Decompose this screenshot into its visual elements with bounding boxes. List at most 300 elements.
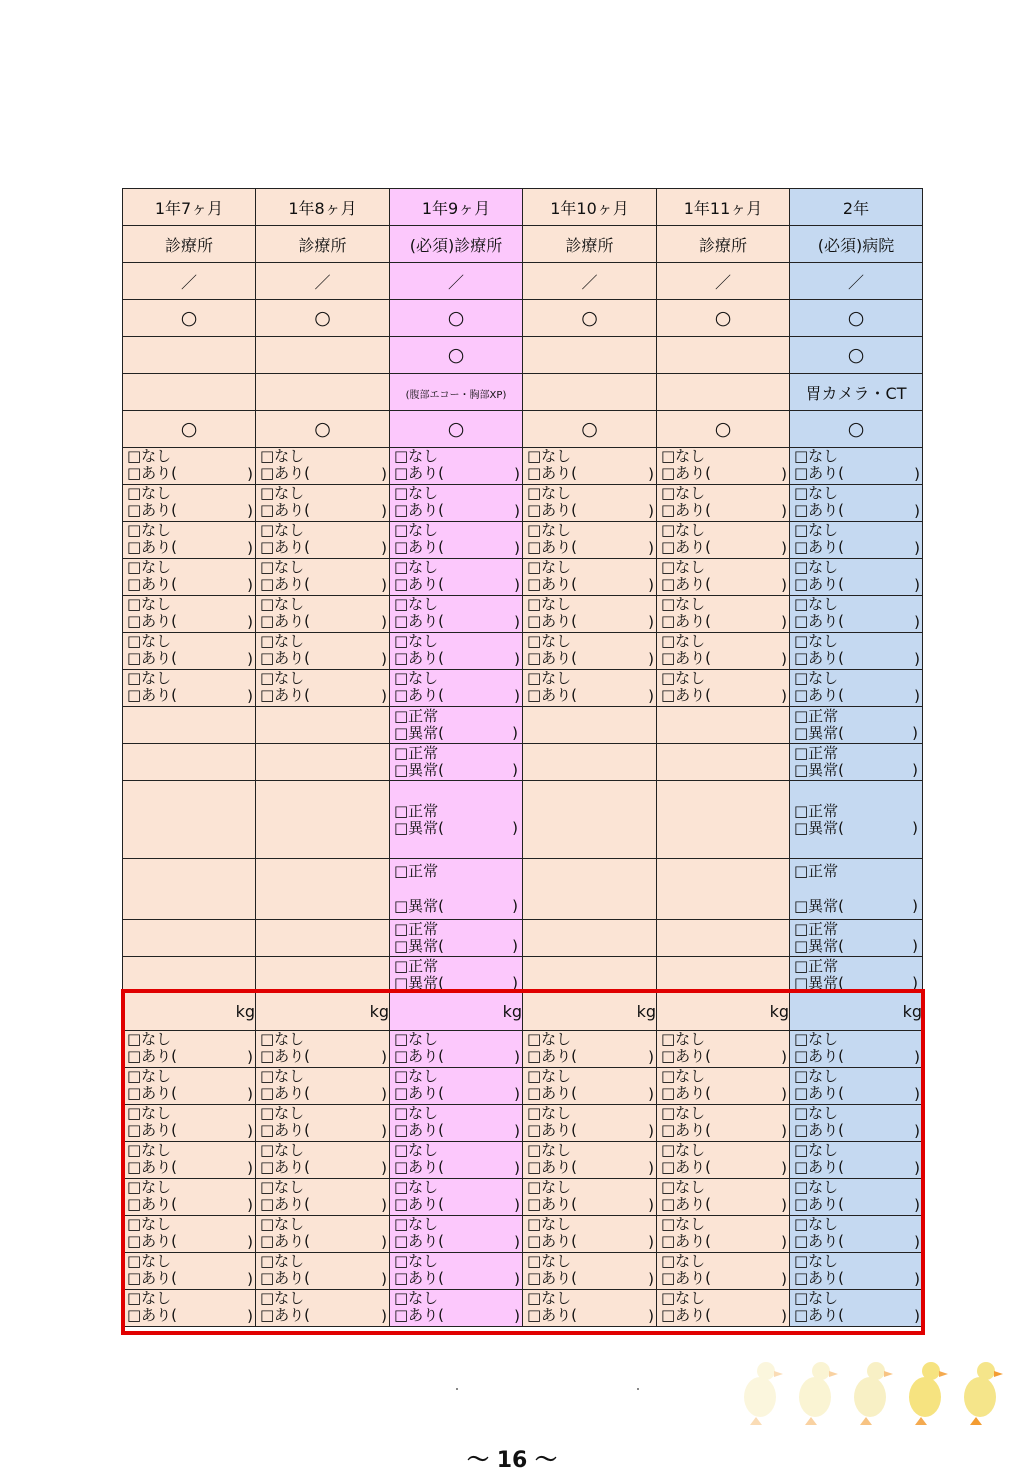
option-none[interactable]: □なし	[394, 1178, 439, 1196]
option-group	[790, 670, 922, 706]
option-none[interactable]: □なし	[394, 669, 439, 687]
option-none[interactable]: □なし	[394, 1067, 439, 1085]
option-abnormal[interactable]	[390, 898, 522, 915]
option-normal[interactable]: □正常	[794, 920, 839, 938]
option-abnormal-label: □異常(	[794, 937, 845, 955]
option-none[interactable]: □なし	[661, 1104, 706, 1122]
option-some[interactable]	[123, 576, 255, 593]
option-none[interactable]: □なし	[794, 447, 839, 465]
option-abnormal[interactable]	[390, 820, 522, 837]
option-some[interactable]	[790, 539, 922, 556]
option-some[interactable]	[123, 1307, 255, 1324]
option-close-paren: )	[912, 818, 918, 837]
option-none[interactable]: □なし	[260, 521, 305, 539]
option-some[interactable]	[123, 613, 255, 630]
option-none[interactable]: □なし	[127, 521, 172, 539]
option-some[interactable]	[523, 1085, 656, 1102]
normal-cell	[390, 781, 523, 859]
option-none[interactable]: □なし	[661, 595, 706, 613]
option-cell	[790, 559, 923, 596]
option-some[interactable]	[390, 1048, 522, 1065]
option-normal[interactable]: □正常	[794, 956, 839, 975]
option-none[interactable]: □なし	[661, 484, 706, 502]
option-some[interactable]	[256, 1233, 389, 1250]
option-some[interactable]	[123, 650, 255, 667]
exam-cell	[256, 374, 390, 411]
option-none[interactable]: □なし	[527, 1030, 572, 1048]
option-some[interactable]	[657, 1233, 789, 1250]
option-some[interactable]	[123, 1159, 255, 1176]
option-none[interactable]: □なし	[527, 669, 572, 687]
option-none[interactable]: □なし	[127, 1252, 172, 1270]
option-some[interactable]	[256, 1270, 389, 1287]
option-group	[256, 633, 389, 669]
kg-unit: kg	[369, 1002, 389, 1021]
option-some[interactable]	[256, 687, 389, 704]
kg-unit: kg	[636, 1002, 656, 1021]
option-some[interactable]	[123, 539, 255, 556]
option-some[interactable]	[390, 650, 522, 667]
option-abnormal-label: □異常(	[794, 897, 845, 915]
option-some-label: □あり(	[794, 1047, 845, 1065]
option-group	[790, 1179, 922, 1215]
kg-unit: kg	[502, 1002, 522, 1021]
option-some[interactable]	[256, 576, 389, 593]
option-some[interactable]	[390, 1122, 522, 1139]
option-normal[interactable]: □正常	[394, 744, 439, 762]
option-none[interactable]: □なし	[127, 484, 172, 502]
option-abnormal[interactable]	[790, 975, 922, 992]
option-some[interactable]	[256, 465, 389, 482]
option-close-paren: )	[781, 502, 787, 520]
normal-cell	[657, 957, 790, 993]
option-close-paren: )	[914, 613, 920, 631]
option-none[interactable]: □なし	[127, 1104, 172, 1122]
option-some-label: □あり(	[394, 1084, 445, 1102]
option-abnormal[interactable]	[790, 762, 922, 779]
normal-cell	[523, 781, 657, 859]
option-abnormal[interactable]	[390, 725, 522, 742]
option-group	[390, 1142, 522, 1178]
option-some[interactable]	[657, 539, 789, 556]
option-none[interactable]: □なし	[794, 1030, 839, 1048]
option-abnormal[interactable]	[390, 975, 522, 992]
option-abnormal[interactable]	[790, 898, 922, 915]
option-some[interactable]	[790, 650, 922, 667]
option-some[interactable]	[790, 576, 922, 593]
option-some[interactable]	[256, 1307, 389, 1324]
option-close-paren: )	[912, 897, 918, 915]
option-none[interactable]: □なし	[794, 1252, 839, 1270]
option-none[interactable]: □なし	[260, 1215, 305, 1233]
option-none[interactable]: □なし	[260, 447, 305, 465]
option-abnormal[interactable]	[390, 762, 522, 779]
option-abnormal-label: □異常(	[394, 973, 445, 992]
option-none[interactable]: □なし	[260, 1252, 305, 1270]
option-some-label: □あり(	[527, 1306, 578, 1324]
option-some[interactable]	[256, 650, 389, 667]
circle-mark: ○	[714, 418, 732, 440]
option-some[interactable]	[657, 1307, 789, 1324]
option-group	[657, 1068, 789, 1104]
option-close-paren: )	[381, 502, 387, 520]
option-abnormal[interactable]	[790, 725, 922, 742]
option-some[interactable]	[390, 1196, 522, 1213]
option-cell	[523, 1290, 657, 1327]
option-none[interactable]: □なし	[394, 558, 439, 576]
option-none[interactable]: □なし	[527, 484, 572, 502]
option-none[interactable]: □なし	[794, 1104, 839, 1122]
option-none[interactable]: □なし	[394, 1289, 439, 1307]
option-some[interactable]	[256, 613, 389, 630]
option-some[interactable]	[256, 1085, 389, 1102]
option-some[interactable]	[390, 465, 522, 482]
option-none[interactable]: □なし	[527, 1252, 572, 1270]
option-some[interactable]	[790, 613, 922, 630]
option-none[interactable]: □なし	[127, 632, 172, 650]
option-none[interactable]: □なし	[527, 1289, 572, 1307]
option-some[interactable]	[523, 1196, 656, 1213]
option-group	[123, 633, 255, 669]
period-label: 1年10ヶ月	[550, 198, 629, 218]
option-some[interactable]	[657, 650, 789, 667]
option-none[interactable]: □なし	[394, 1252, 439, 1270]
option-none[interactable]: □なし	[260, 1030, 305, 1048]
option-abnormal[interactable]	[390, 938, 522, 955]
option-cell	[657, 485, 790, 522]
option-some[interactable]	[390, 613, 522, 630]
option-none[interactable]: □なし	[260, 632, 305, 650]
option-none[interactable]: □なし	[527, 558, 572, 576]
option-some[interactable]	[523, 502, 656, 519]
option-none[interactable]: □なし	[794, 521, 839, 539]
option-none[interactable]: □なし	[394, 484, 439, 502]
option-none[interactable]: □なし	[661, 1141, 706, 1159]
option-some[interactable]	[790, 502, 922, 519]
option-group	[123, 1290, 255, 1326]
option-some[interactable]	[523, 1159, 656, 1176]
option-some[interactable]	[390, 502, 522, 519]
option-none[interactable]: □なし	[394, 1104, 439, 1122]
option-some[interactable]	[523, 1048, 656, 1065]
option-none[interactable]: □なし	[527, 1215, 572, 1233]
option-none[interactable]: □なし	[527, 1104, 572, 1122]
option-some-label: □あり(	[794, 501, 845, 519]
option-none[interactable]: □なし	[394, 447, 439, 465]
option-some[interactable]	[123, 1122, 255, 1139]
option-some[interactable]	[523, 1122, 656, 1139]
circle-mark: ○	[847, 307, 865, 329]
option-normal[interactable]: □正常	[794, 744, 839, 762]
option-some[interactable]	[657, 1196, 789, 1213]
option-some-label: □あり(	[527, 1232, 578, 1250]
option-some[interactable]	[390, 1085, 522, 1102]
option-some[interactable]	[790, 1233, 922, 1250]
weight-cell	[390, 993, 523, 1031]
option-some[interactable]	[256, 1196, 389, 1213]
option-some[interactable]	[390, 687, 522, 704]
option-some[interactable]	[390, 1307, 522, 1324]
option-close-paren: )	[648, 576, 654, 594]
option-some[interactable]	[657, 1085, 789, 1102]
option-close-paren: )	[381, 1122, 387, 1140]
option-some[interactable]	[790, 687, 922, 704]
option-some[interactable]	[123, 502, 255, 519]
option-some-label: □あり(	[394, 1047, 445, 1065]
option-some[interactable]	[256, 1122, 389, 1139]
option-some[interactable]	[523, 539, 656, 556]
option-some[interactable]	[123, 1196, 255, 1213]
option-none[interactable]: □なし	[794, 1067, 839, 1085]
option-some-label: □あり(	[394, 464, 445, 482]
option-none[interactable]: □なし	[661, 669, 706, 687]
option-close-paren: )	[781, 1122, 787, 1140]
option-none[interactable]: □なし	[260, 1178, 305, 1196]
option-some[interactable]	[390, 539, 522, 556]
option-none[interactable]: □なし	[527, 1178, 572, 1196]
schedule-table	[122, 188, 923, 1327]
option-some[interactable]	[390, 1270, 522, 1287]
option-some-label: □あり(	[794, 1306, 845, 1324]
option-some-label: □あり(	[127, 501, 178, 519]
option-some[interactable]	[657, 1270, 789, 1287]
option-some[interactable]	[123, 1270, 255, 1287]
header-cell	[657, 189, 790, 226]
option-none[interactable]: □なし	[394, 1141, 439, 1159]
option-some[interactable]	[657, 502, 789, 519]
option-some[interactable]	[523, 576, 656, 593]
option-some[interactable]	[523, 1307, 656, 1324]
option-none[interactable]: □なし	[794, 1289, 839, 1307]
option-none[interactable]: □なし	[394, 1030, 439, 1048]
option-some-label: □あり(	[661, 1084, 712, 1102]
option-some-label: □あり(	[661, 1158, 712, 1176]
option-none[interactable]: □なし	[260, 1104, 305, 1122]
option-none[interactable]: □なし	[127, 558, 172, 576]
option-some[interactable]	[390, 576, 522, 593]
normal-cell	[390, 744, 523, 781]
option-close-paren: )	[247, 687, 253, 705]
option-close-paren: )	[514, 576, 520, 594]
option-some[interactable]	[123, 1048, 255, 1065]
option-some-label: □あり(	[661, 1269, 712, 1287]
option-group	[390, 1216, 522, 1252]
option-some[interactable]	[790, 1307, 922, 1324]
option-some[interactable]	[523, 1270, 656, 1287]
normal-cell	[390, 920, 523, 957]
option-some[interactable]	[657, 613, 789, 630]
option-some[interactable]	[790, 465, 922, 482]
circle-mark: ○	[447, 418, 465, 440]
option-none[interactable]: □なし	[394, 521, 439, 539]
weight-cell	[523, 993, 657, 1031]
date-cell	[657, 263, 790, 300]
option-close-paren: )	[914, 650, 920, 668]
option-cell	[123, 448, 256, 485]
option-group	[790, 1031, 922, 1067]
option-normal[interactable]: □正常	[394, 920, 439, 938]
option-none[interactable]: □なし	[260, 484, 305, 502]
option-group	[256, 448, 389, 484]
option-some-label: □あり(	[527, 612, 578, 630]
option-some-label: □あり(	[127, 1047, 178, 1065]
option-some[interactable]	[390, 1233, 522, 1250]
option-some[interactable]	[790, 1270, 922, 1287]
option-some[interactable]	[523, 465, 656, 482]
option-cell	[390, 1253, 523, 1290]
option-none[interactable]: □なし	[794, 632, 839, 650]
option-some[interactable]	[657, 465, 789, 482]
option-none[interactable]: □なし	[661, 632, 706, 650]
option-group	[256, 596, 389, 632]
option-cell	[790, 1253, 923, 1290]
option-abnormal-label: □異常(	[794, 724, 845, 742]
option-none[interactable]: □なし	[260, 558, 305, 576]
option-some[interactable]	[790, 1085, 922, 1102]
option-some[interactable]	[256, 539, 389, 556]
option-group	[256, 1105, 389, 1141]
option-some[interactable]	[123, 687, 255, 704]
option-none[interactable]: □なし	[794, 595, 839, 613]
option-normal[interactable]: □正常	[794, 801, 839, 820]
option-none[interactable]: □なし	[127, 1178, 172, 1196]
option-normal[interactable]: □正常	[394, 956, 439, 975]
option-none[interactable]: □なし	[794, 1178, 839, 1196]
option-none[interactable]: □なし	[127, 1067, 172, 1085]
date-cell	[790, 263, 923, 300]
option-some[interactable]	[523, 650, 656, 667]
option-none[interactable]: □なし	[661, 1178, 706, 1196]
option-none[interactable]: □なし	[260, 669, 305, 687]
option-none[interactable]: □なし	[127, 1030, 172, 1048]
option-none[interactable]: □なし	[794, 558, 839, 576]
option-group	[523, 1142, 656, 1178]
option-some[interactable]	[256, 502, 389, 519]
option-normal[interactable]: □正常	[394, 862, 439, 880]
option-cell	[123, 670, 256, 707]
option-none[interactable]: □なし	[661, 447, 706, 465]
option-some[interactable]	[790, 1196, 922, 1213]
date-slash: ／	[581, 272, 598, 292]
option-cell	[523, 1068, 657, 1105]
option-some[interactable]	[657, 1122, 789, 1139]
option-normal[interactable]: □正常	[394, 801, 439, 820]
option-none[interactable]: □なし	[127, 1141, 172, 1159]
option-group	[390, 596, 522, 632]
option-none[interactable]: □なし	[794, 1215, 839, 1233]
date-slash: ／	[447, 272, 464, 292]
option-some[interactable]	[123, 1233, 255, 1250]
option-group	[523, 485, 656, 521]
option-close-paren: )	[648, 1270, 654, 1288]
option-some[interactable]	[256, 1159, 389, 1176]
option-close-paren: )	[514, 1085, 520, 1103]
option-none[interactable]: □なし	[794, 669, 839, 687]
option-cell	[790, 670, 923, 707]
option-abnormal[interactable]	[790, 938, 922, 955]
option-some[interactable]	[256, 1048, 389, 1065]
option-close-paren: )	[914, 1307, 920, 1325]
option-some[interactable]	[123, 1085, 255, 1102]
option-cell	[123, 1031, 256, 1068]
option-none[interactable]: □なし	[794, 1141, 839, 1159]
option-none[interactable]: □なし	[394, 595, 439, 613]
option-none[interactable]: □なし	[661, 521, 706, 539]
option-group	[790, 1068, 922, 1104]
option-none[interactable]: □なし	[260, 1067, 305, 1085]
option-normal[interactable]: □正常	[794, 862, 839, 880]
option-some-label: □あり(	[260, 538, 311, 556]
option-none[interactable]: □なし	[394, 632, 439, 650]
option-close-paren: )	[514, 502, 520, 520]
option-none[interactable]: □なし	[127, 1215, 172, 1233]
option-abnormal[interactable]	[790, 820, 922, 837]
option-some[interactable]	[657, 687, 789, 704]
option-some[interactable]	[657, 576, 789, 593]
option-none[interactable]: □なし	[260, 1289, 305, 1307]
option-none[interactable]: □なし	[527, 632, 572, 650]
option-some[interactable]	[657, 1048, 789, 1065]
option-close-paren: )	[381, 1159, 387, 1177]
option-none[interactable]: □なし	[794, 484, 839, 502]
option-some[interactable]	[657, 1159, 789, 1176]
option-none[interactable]: □なし	[127, 447, 172, 465]
option-none[interactable]: □なし	[661, 558, 706, 576]
option-normal[interactable]: □正常	[394, 707, 439, 725]
facility-label: (必須)診療所	[409, 235, 503, 255]
option-some[interactable]	[523, 687, 656, 704]
option-some[interactable]	[523, 613, 656, 630]
kg-unit: kg	[769, 1002, 789, 1021]
option-some-label: □あり(	[661, 1306, 712, 1324]
option-none[interactable]: □なし	[527, 595, 572, 613]
option-none[interactable]: □なし	[527, 521, 572, 539]
option-none[interactable]: □なし	[260, 595, 305, 613]
option-close-paren: )	[381, 1270, 387, 1288]
normal-row	[123, 957, 923, 993]
facility-cell	[390, 226, 523, 263]
option-none[interactable]: □なし	[394, 1215, 439, 1233]
option-none[interactable]: □なし	[661, 1289, 706, 1307]
option-some[interactable]	[790, 1122, 922, 1139]
option-some[interactable]	[123, 465, 255, 482]
option-none[interactable]: □なし	[527, 1141, 572, 1159]
option-none[interactable]: □なし	[661, 1252, 706, 1270]
option-cell	[657, 1216, 790, 1253]
option-none[interactable]: □なし	[527, 1067, 572, 1085]
option-some[interactable]	[790, 1048, 922, 1065]
circle-mark: ○	[447, 307, 465, 329]
option-none[interactable]: □なし	[127, 595, 172, 613]
option-none[interactable]: □なし	[661, 1030, 706, 1048]
option-some[interactable]	[390, 1159, 522, 1176]
option-none[interactable]: □なし	[127, 669, 172, 687]
option-none[interactable]: □なし	[661, 1215, 706, 1233]
option-close-paren: )	[914, 465, 920, 483]
option-none[interactable]: □なし	[260, 1141, 305, 1159]
option-close-paren: )	[914, 687, 920, 705]
option-some[interactable]	[523, 1233, 656, 1250]
option-cell	[123, 1142, 256, 1179]
option-none[interactable]: □なし	[127, 1289, 172, 1307]
option-close-paren: )	[781, 539, 787, 557]
option-some[interactable]	[790, 1159, 922, 1176]
option-row	[123, 1031, 923, 1068]
option-row	[123, 1105, 923, 1142]
option-none[interactable]: □なし	[527, 447, 572, 465]
option-none[interactable]: □なし	[661, 1067, 706, 1085]
option-normal[interactable]: □正常	[794, 707, 839, 725]
